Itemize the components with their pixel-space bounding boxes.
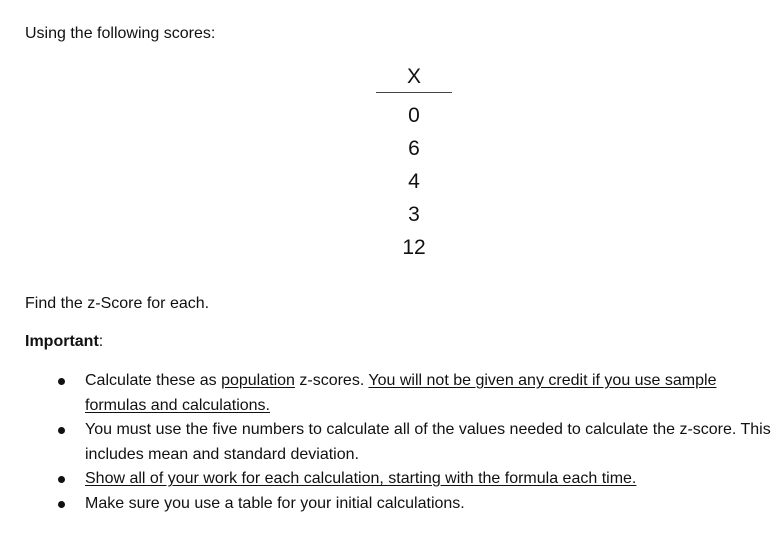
important-colon: : (98, 333, 104, 350)
population-emphasis: population (221, 372, 295, 389)
requirement-population (0, 369, 780, 418)
requirement-text: Calculate these as (85, 372, 222, 389)
score-value: 0 (408, 104, 420, 127)
requirement-five-numbers (0, 418, 780, 467)
requirement-use-table (0, 492, 780, 517)
score-value: 6 (408, 137, 420, 160)
requirement-text: z-scores. (294, 372, 369, 389)
requirements-list (0, 369, 780, 516)
scores-column-header: X (376, 64, 452, 93)
important-label: Important (25, 333, 99, 350)
requirement-text: Show all of your work for each calculation, starting with the formula each time. (85, 470, 637, 487)
score-value: 4 (408, 170, 420, 193)
instruction-text: Find the z-Score for each. (25, 295, 210, 312)
bullet-icon (58, 501, 65, 508)
score-value: 3 (408, 203, 420, 226)
intro-text: Using the following scores: (25, 25, 216, 42)
score-value: 12 (402, 236, 426, 259)
no-credit-warning: You will not be given any credit if you use sample formulas and calculations. (85, 372, 717, 414)
requirement-text: You must use the five numbers to calculate all of the values needed to calculate the z-score. This includes mean and standard deviation. (85, 421, 771, 463)
bullet-icon (58, 378, 65, 385)
bullet-icon (58, 476, 65, 483)
important-heading (25, 332, 103, 352)
scores-list (376, 93, 452, 264)
scores-table (376, 64, 452, 264)
requirement-text: Make sure you use a table for your initial calculations. (85, 494, 465, 512)
requirement-show-work (0, 467, 780, 492)
bullet-icon (58, 427, 65, 434)
